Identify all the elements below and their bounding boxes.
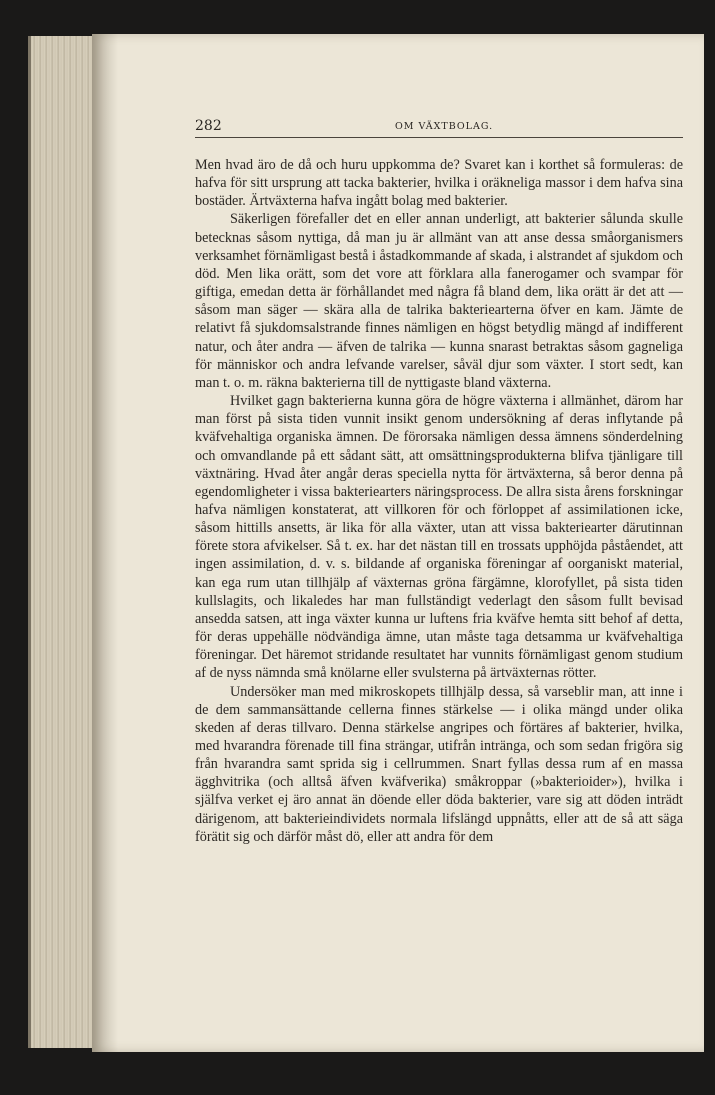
running-title: OM VÄXTBOLAG.	[395, 121, 494, 132]
paragraph: Men hvad äro de då och huru uppkomma de? Svaret kan i korthet så formuleras: de hafva för sitt ursprung att tacka bakterier, hvilka i oräkneliga massor i dem hafva sina bostäder. Ärtväxterna hafva ingått bolag med bakterier.	[195, 157, 683, 210]
page-edges	[28, 36, 95, 1048]
paragraph: Undersöker man med mikroskopets tillhjälp dessa, så varseblir man, att inne i de dem sammansättande cellerna finnes stärkelse — i olika mängd under olika skeden af deras tillvaro. Denna stärkelse angripes och förtäres af bakterier, hvilka, med hvarandra förenade till fina strängar, utifrån intränga, och som sedan frigöra sig från hvarandra samt sprida sig i cellrummen. Snart fyllas dessa rum af en massa ägghvitrika (och alltså äfven kväfverika) småkroppar (»bakterioider»), hvilka i själfva verket ej äro annat än döende eller döda bakterier, vare sig att döden inträdt därigenom, att bakterieindividets normala lifslängd uppnåtts, eller att de så att säga förätit sig och därför måst dö, eller att andra för dem	[195, 683, 683, 845]
header-rule	[195, 137, 683, 138]
paragraph: Hvilket gagn bakterierna kunna göra de högre växterna i allmänhet, därom har man först på sista tiden vunnit insikt genom undersökning af deras inflytande på kväfvehaltiga organiska ämnen. De förorsaka nämligen dessa ämnens sönderdelning och omvandlande på ett sådant sätt, att omsättningsprodukterna blifva tjänligare till växtnäring. Hvad åter angår deras speciella nytta för ärtväxterna, så beror denna på egendomligheter i vissa bakteriearters näringsprocess. De allra sista årens forskningar hafva nämligen konstaterat, att villkoren för och förloppet af assimilationen icke, såsom hittills ansetts, är lika för alla växter, utan att vissa bakteriearter därutinnan förete stora afvikelser. Så t. ex. har det nästan till en trossats upphöjda påståendet, att ingen assimilation, d. v. s. bildande af organiska föreningar af oorganiskt material, kan ega rum utan tillhjälp af växternas gröna färgämne, klorofyllet, på sista tiden kullslagits, och likaledes har man fullständigt vederlagt den såsom fullt bevisad ansedda satsen, att inga växter kunna ur luftens fria kväfve hemta sitt behof af detta, för deras uppehälle nödvändiga ämne, utan måste taga detsamma ur kväfvehaltiga föreningar. Det häremot stridande resultatet har vunnits förnämligast genom studium af de nyss nämnda små knölarne eller svulsterna på ärtväxternas rötter.	[195, 393, 683, 682]
page-number: 282	[195, 118, 222, 134]
paragraph: Säkerligen förefaller det en eller annan underligt, att bakterier sålunda skulle betecknas såsom nyttiga, då man ju är allmänt van att anse dessa småorganismers verksamhet förnämligast bestå i åstadkommande af skada, i alstrandet af sjukdom och död. Men lika orätt, som det vore att förklara alla fanerogamer och svampar för giftiga, emedan detta är förhållandet med några få bland dem, lika orätt är det att — såsom man säger — skära alla de talrika bakteriearterna öfver en kam. Jämte de relativt få sjukdomsalstrande finnes nämligen en högst betydlig mängd af indifferent natur, och åter andra — äfven de talrika — kunna snarast betraktas såsom gagneliga för människor och andra lefvande varelser, såväl djur som växter. I stort sedt, kan man t. o. m. räkna bakterierna till de nyttigaste bland växterna.	[195, 211, 683, 391]
page-header	[195, 118, 683, 138]
gutter-shadow	[92, 34, 118, 1052]
body-text	[195, 156, 683, 846]
